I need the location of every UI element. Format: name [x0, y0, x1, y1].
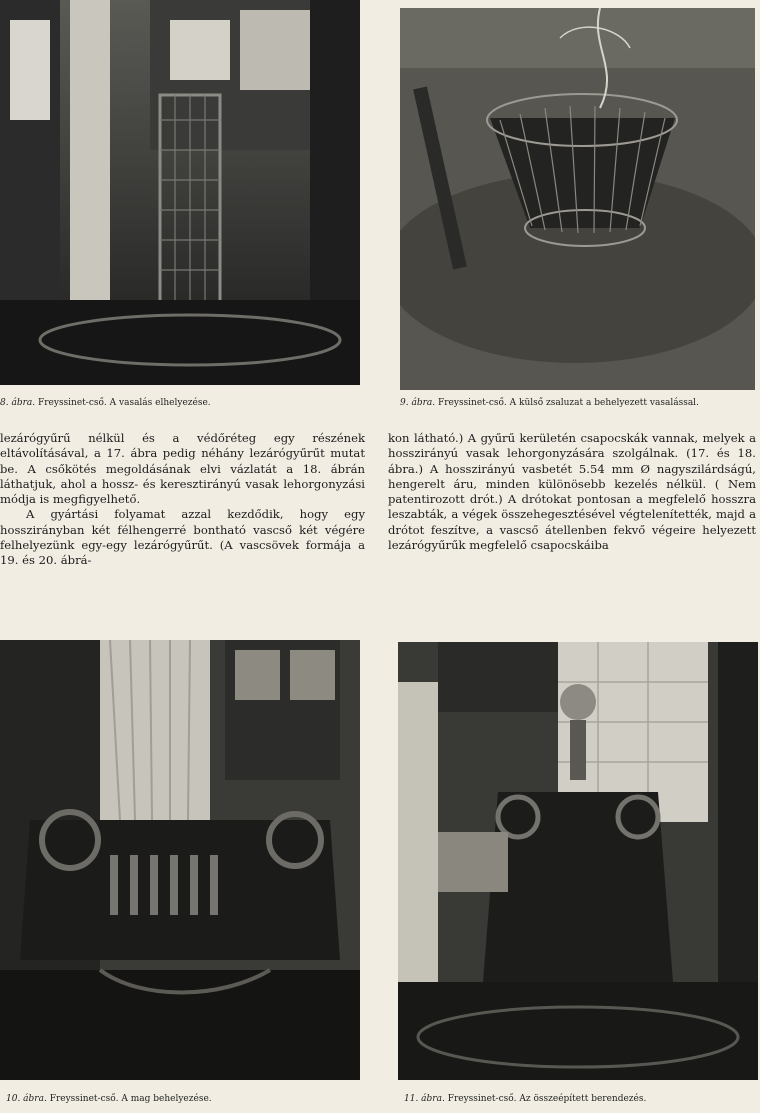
right-paragraph-1: kon látható.) A gyűrű kerületén csapocskák vannak, melyek a hosszirányú vasak lehorgonyzására szolgálnak. (17. és 18. ábra.) A hosszirányú vasbetét 5.54 mm Ø nagyszilárdságú, hengerelt áru, minden különösebb kezelés nélkül. ( Nem patentirozott drót.) A drótokat pontosan a megfelelő hosszra leszabták, a végek összehegesztésével végtelenítették, majd a drótot feszítve, a vascső átellenben fekvő végeire helyezett lezárógyűrűk megfelelő csapocskáiba	[388, 431, 756, 553]
workshop-interior-photo	[0, 0, 360, 385]
figure-9-label: 9. ábra.	[400, 398, 436, 408]
figure-10-caption	[6, 1094, 356, 1104]
left-paragraph-2: A gyártási folyamat azzal kezdődik, hogy egy hosszirányban két félhengerré bontható vascső két végére felhelyezünk egy-egy lezárógyűrűt. (A vascsövek formája a 19. és 20. ábrá-	[0, 507, 365, 568]
figure-8-caption	[0, 398, 360, 408]
figure-11-label: 11. ábra.	[404, 1094, 445, 1104]
figure-8-text: Freyssinet-cső. A vasalás elhelyezése.	[37, 398, 211, 408]
figure-9-caption	[400, 398, 755, 408]
figure-9-photo	[400, 8, 755, 390]
figure-11-photo	[398, 642, 758, 1080]
assembled-equipment-photo	[398, 642, 758, 1080]
figure-11-caption	[404, 1094, 754, 1104]
figure-11-text: Freyssinet-cső. Az összeépített berendezés.	[447, 1094, 647, 1104]
figure-10-label: 10. ábra.	[6, 1094, 47, 1104]
body-right-column	[388, 431, 756, 553]
figure-8-photo	[0, 0, 360, 385]
body-left-column	[0, 431, 365, 569]
reinforcement-ring-photo	[400, 8, 755, 390]
figure-10-text: Freyssinet-cső. A mag behelyezése.	[49, 1094, 212, 1104]
figure-8-label: 8. ábra.	[0, 398, 36, 408]
figure-10-photo	[0, 640, 360, 1080]
left-paragraph-1: lezárógyűrű nélkül és a védőréteg egy részének eltávolításával, a 17. ábra pedig néhány lezárógyűrűt mutat be. A csőkötés megoldásának elvi vázlatát a 18. ábrán láthatjuk, ahol a hossz- és keresztirányú vasak lehorgonyzási módja is megfigyelhető.	[0, 431, 365, 507]
core-machine-photo	[0, 640, 360, 1080]
figure-9-text: Freyssinet-cső. A külső zsaluzat a behelyezett vasalással.	[437, 398, 699, 408]
